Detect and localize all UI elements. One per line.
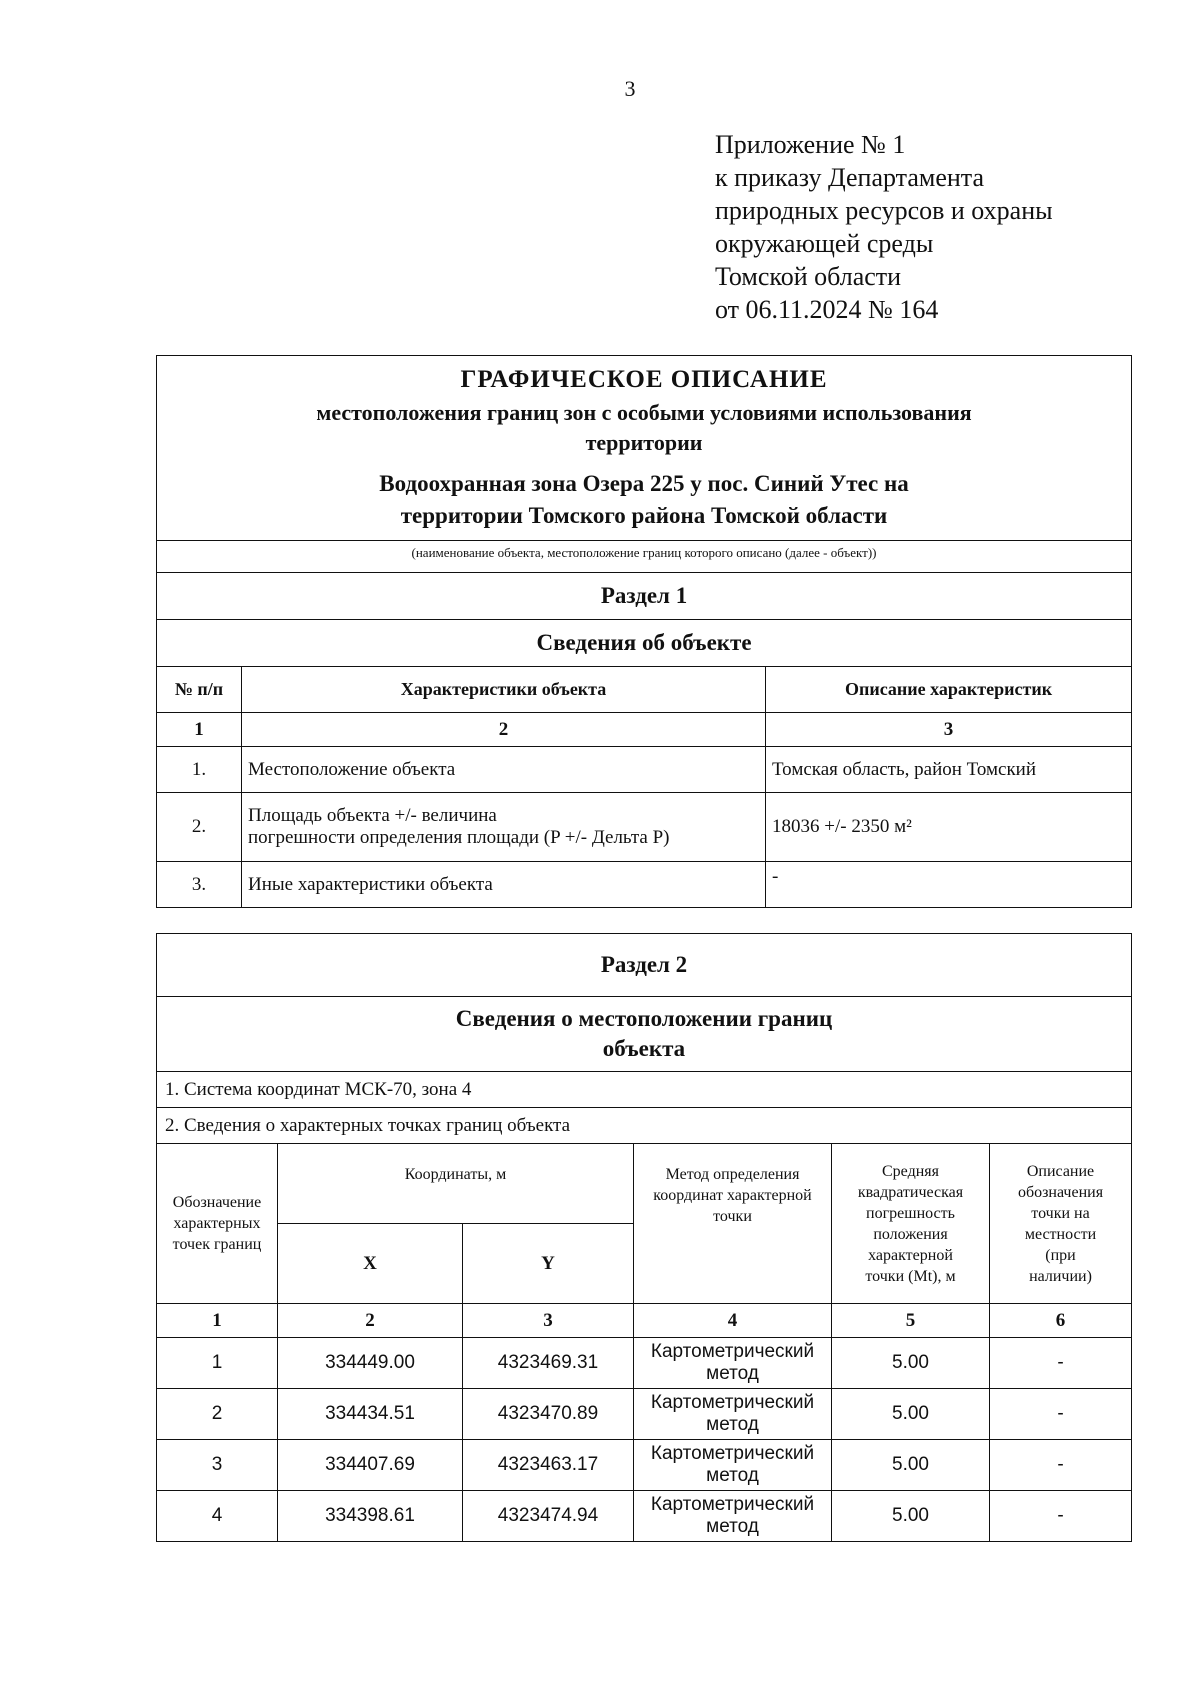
appendix-line: окружающей среды	[715, 229, 934, 258]
appendix-line: Приложение № 1	[715, 130, 906, 159]
point-y: 4323474.94	[463, 1491, 634, 1542]
appendix-line: от 06.11.2024 № 164	[715, 295, 939, 324]
section2-subtitle	[157, 997, 1132, 1072]
header-line: погрешность	[866, 1204, 955, 1222]
object-note: (наименование объекта, местоположение границ которого описано (далее - объект))	[157, 541, 1132, 573]
table-row	[157, 1491, 1132, 1542]
row-characteristic-line: погрешности определения площади (P +/- Дельта P)	[248, 827, 670, 848]
table-row	[157, 793, 1132, 862]
points-info: 2. Сведения о характерных точках границ объекта	[157, 1108, 1132, 1144]
point-x: 334449.00	[278, 1338, 463, 1389]
header-description: Описание характеристик	[766, 667, 1132, 713]
object-name	[163, 468, 1125, 532]
section2-subtitle-line: Сведения о местоположении границ	[455, 1006, 833, 1031]
point-y: 4323463.17	[463, 1440, 634, 1491]
point-method	[634, 1491, 832, 1542]
col-number: 5	[832, 1304, 990, 1338]
table-row	[157, 747, 1132, 793]
header-line: (при	[1045, 1246, 1076, 1264]
col-number: 6	[990, 1304, 1132, 1338]
section2-table	[156, 933, 1132, 1542]
header-line: местности	[1024, 1225, 1097, 1243]
point-error: 5.00	[832, 1440, 990, 1491]
section2-subtitle-line: объекта	[602, 1036, 686, 1061]
col-number: 3	[463, 1304, 634, 1338]
row-characteristic: Иные характеристики объекта	[242, 862, 766, 908]
method-line: Картометрический	[650, 1443, 815, 1464]
header-characteristics: Характеристики объекта	[242, 667, 766, 713]
header-y: Y	[463, 1224, 634, 1304]
point-id: 2	[157, 1389, 278, 1440]
method-line: метод	[706, 1414, 759, 1435]
point-method	[634, 1389, 832, 1440]
header-method	[634, 1144, 832, 1304]
row-characteristic	[242, 793, 766, 862]
table-row	[157, 1440, 1132, 1491]
point-id: 4	[157, 1491, 278, 1542]
row-description: -	[766, 862, 1132, 908]
header-point-description	[990, 1144, 1132, 1304]
header-error	[832, 1144, 990, 1304]
header-line: квадратическая	[857, 1183, 964, 1201]
point-x: 334434.51	[278, 1389, 463, 1440]
header-line: Обозначение	[172, 1194, 262, 1211]
header-line: характерных	[173, 1215, 261, 1232]
point-method	[634, 1440, 832, 1491]
point-y: 4323469.31	[463, 1338, 634, 1389]
method-line: метод	[706, 1465, 759, 1486]
row-number: 3.	[157, 862, 242, 908]
table-row	[157, 862, 1132, 908]
point-id: 3	[157, 1440, 278, 1491]
row-characteristic: Местоположение объекта	[242, 747, 766, 793]
point-error: 5.00	[832, 1338, 990, 1389]
header-line: точки	[713, 1208, 752, 1225]
header-line: положения	[873, 1225, 948, 1243]
object-name-line: Водоохранная зона Озера 225 у пос. Синий Утес на	[379, 471, 909, 496]
table-row	[157, 1338, 1132, 1389]
row-description: Томская область, район Томский	[766, 747, 1132, 793]
row-characteristic-line: Площадь объекта +/- величина	[248, 805, 497, 826]
col-number: 2	[242, 713, 766, 747]
method-line: метод	[706, 1516, 759, 1537]
method-line: Картометрический	[650, 1392, 815, 1413]
header-point-designation	[157, 1144, 278, 1304]
header-coordinates: Координаты, м	[278, 1144, 634, 1224]
point-description: -	[990, 1389, 1132, 1440]
document-subtitle: территории	[585, 430, 703, 455]
header-line: точки на	[1031, 1204, 1090, 1222]
section1-table	[156, 355, 1132, 908]
col-number: 1	[157, 1304, 278, 1338]
appendix-line: к приказу Департамента	[715, 163, 985, 192]
point-error: 5.00	[832, 1491, 990, 1542]
section2-title: Раздел 2	[157, 934, 1132, 997]
section1-subtitle: Сведения об объекте	[157, 620, 1132, 667]
row-number: 1.	[157, 747, 242, 793]
document-title: ГРАФИЧЕСКОЕ ОПИСАНИЕ	[460, 366, 828, 393]
header-line: Описание	[1026, 1162, 1095, 1180]
col-number: 3	[766, 713, 1132, 747]
method-line: Картометрический	[650, 1341, 815, 1362]
point-x: 334407.69	[278, 1440, 463, 1491]
appendix-block	[715, 128, 1053, 326]
appendix-line: природных ресурсов и охраны	[715, 196, 1053, 225]
point-description: -	[990, 1440, 1132, 1491]
point-method	[634, 1338, 832, 1389]
section1-title: Раздел 1	[157, 573, 1132, 620]
point-x: 334398.61	[278, 1491, 463, 1542]
coordinate-system: 1. Система координат МСК-70, зона 4	[157, 1072, 1132, 1108]
page-number: 3	[624, 76, 636, 101]
point-id: 1	[157, 1338, 278, 1389]
header-line: наличии)	[1029, 1267, 1092, 1285]
header-line: точки (Mt), м	[865, 1267, 956, 1285]
col-number: 4	[634, 1304, 832, 1338]
header-line: точек границ	[172, 1236, 262, 1253]
header-x: X	[278, 1224, 463, 1304]
row-number: 2.	[157, 793, 242, 862]
header-number: № п/п	[157, 667, 242, 713]
method-line: метод	[706, 1363, 759, 1384]
point-y: 4323470.89	[463, 1389, 634, 1440]
table-row	[157, 1389, 1132, 1440]
header-line: координат характерной	[653, 1187, 812, 1204]
point-description: -	[990, 1338, 1132, 1389]
document-subtitle: местоположения границ зон с особыми условиями использования	[316, 400, 972, 425]
header-line: Метод определения	[665, 1166, 800, 1183]
description-title-cell	[157, 356, 1132, 541]
header-line: Средняя	[882, 1162, 939, 1180]
col-number: 2	[278, 1304, 463, 1338]
row-description: 18036 +/- 2350 м²	[766, 793, 1132, 862]
appendix-line: Томской области	[715, 262, 902, 291]
method-line: Картометрический	[650, 1494, 815, 1515]
col-number: 1	[157, 713, 242, 747]
header-line: обозначения	[1017, 1183, 1104, 1201]
point-description: -	[990, 1491, 1132, 1542]
header-line: характерной	[868, 1246, 953, 1264]
object-name-line: территории Томского района Томской области	[400, 503, 888, 528]
point-error: 5.00	[832, 1389, 990, 1440]
